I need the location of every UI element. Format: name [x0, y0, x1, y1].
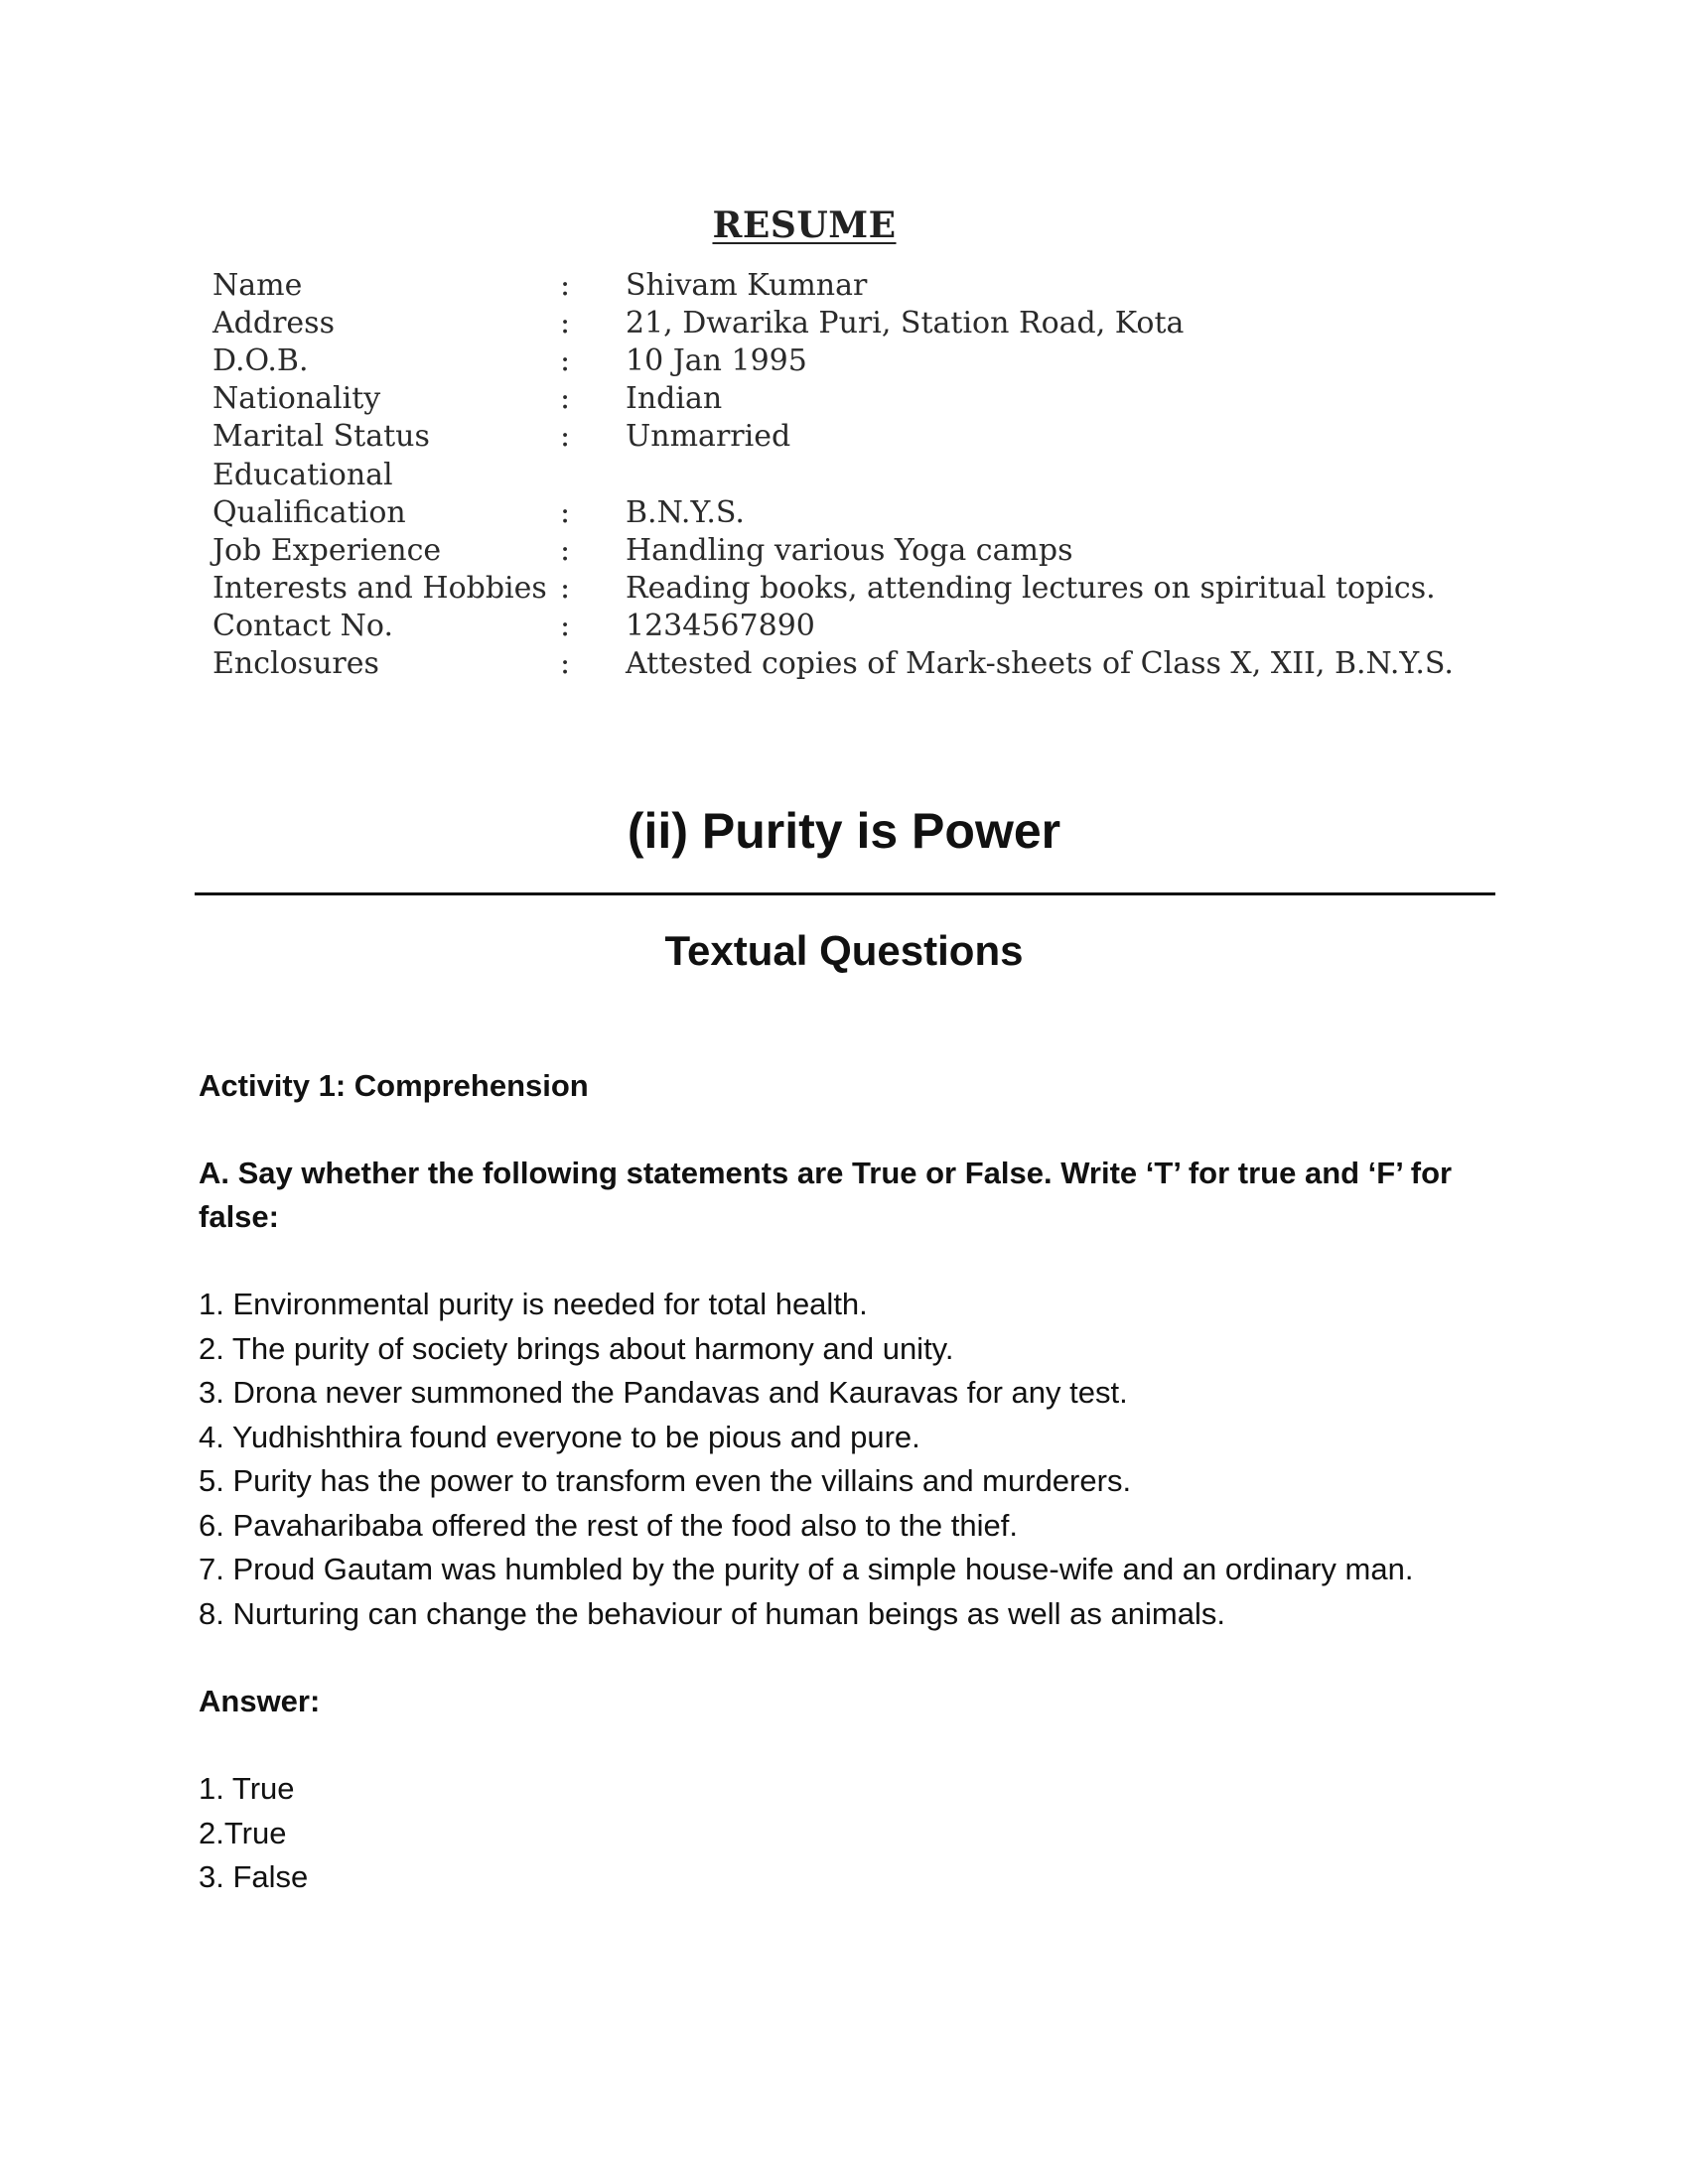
- section-title: (ii) Purity is Power: [627, 803, 1061, 859]
- question-item: 3. Drona never summoned the Pandavas and Kauravas for any test.: [199, 1375, 1128, 1410]
- answer-item: 2.True: [199, 1815, 287, 1850]
- resume-label: Educational: [212, 457, 393, 492]
- resume-colon: :: [560, 532, 571, 568]
- resume-title: RESUME: [712, 205, 897, 246]
- question-item: 2. The purity of society brings about harmony and unity.: [199, 1330, 954, 1366]
- answer-label: Answer:: [199, 1684, 321, 1718]
- resume-value: Handling various Yoga camps: [626, 532, 1073, 568]
- resume-label: Name: [212, 267, 303, 303]
- resume-row-contact: [212, 608, 1420, 645]
- resume-colon: :: [560, 381, 571, 417]
- activity-content: [199, 1064, 1470, 1900]
- resume-colon: :: [560, 571, 571, 607]
- resume-row-enclosures: [212, 645, 1454, 683]
- section-subtitle: Textual Questions: [664, 927, 1024, 974]
- resume-label: Enclosures: [212, 646, 379, 682]
- resume-row-nationality: [212, 380, 1420, 418]
- question-item: 1. Environmental purity is needed for total health.: [199, 1287, 868, 1321]
- resume-value: Attested copies of Mark-sheets of Class X, XII, B.N.Y.S.: [626, 646, 1454, 682]
- activity-instruction: A. Say whether the following statements are True or False. Write ‘T’ for true and ‘F’ for false:: [199, 1156, 1453, 1234]
- question-item: 8. Nurturing can change the behaviour of human beings as well as animals.: [199, 1595, 1225, 1631]
- resume-value: Unmarried: [626, 419, 791, 455]
- resume-value: 1234567890: [626, 609, 815, 644]
- resume-row-marital-status: [212, 418, 1420, 456]
- answer-item: 3. False: [199, 1859, 309, 1894]
- resume-value: Indian: [626, 381, 723, 417]
- question-item: 5. Purity has the power to transform even the villains and murderers.: [199, 1463, 1132, 1498]
- resume-colon: :: [560, 419, 571, 455]
- question-item: 6. Pavaharibaba offered the rest of the food also to the thief.: [199, 1507, 1018, 1543]
- question-list: [199, 1283, 1470, 1636]
- activity-title: Activity 1: Comprehension: [199, 1068, 589, 1103]
- resume-row-name: [212, 266, 1420, 304]
- section-divider: [195, 892, 1495, 895]
- resume-row-qualification: [212, 493, 1420, 531]
- resume-colon: :: [560, 609, 571, 644]
- resume-value: 21, Dwarika Puri, Station Road, Kota: [626, 305, 1185, 341]
- resume-colon: :: [560, 305, 571, 341]
- resume-colon: :: [560, 342, 571, 378]
- resume-table: [212, 266, 1454, 683]
- question-item: 4. Yudhishthira found everyone to be pious and pure.: [199, 1419, 920, 1454]
- resume-colon: :: [560, 646, 571, 682]
- resume-label: Contact No.: [212, 609, 393, 644]
- resume-colon: :: [560, 267, 571, 303]
- answer-list: [199, 1767, 1470, 1900]
- resume-row-job-experience: [212, 531, 1420, 569]
- resume-row-interests: [212, 570, 1436, 608]
- resume-value: 10 Jan 1995: [626, 342, 807, 378]
- resume-label: Address: [212, 305, 335, 341]
- answer-item: 1. True: [199, 1771, 295, 1806]
- resume-label: Job Experience: [212, 532, 442, 568]
- resume-label: Marital Status: [212, 419, 430, 455]
- question-item: 7. Proud Gautam was humbled by the purity of a simple house-wife and an ordinary man.: [199, 1552, 1414, 1586]
- resume-value: Reading books, attending lectures on spiritual topics.: [626, 571, 1436, 607]
- resume-value: B.N.Y.S.: [626, 494, 745, 530]
- resume-row-address: [212, 304, 1420, 341]
- resume-label: D.O.B.: [212, 342, 309, 378]
- resume-label: Interests and Hobbies: [212, 571, 547, 607]
- resume-row-dob: [212, 341, 1420, 379]
- resume-label: Qualification: [212, 494, 406, 530]
- resume-colon: :: [560, 494, 571, 530]
- resume-value: Shivam Kumnar: [626, 267, 868, 303]
- resume-label: Nationality: [212, 381, 381, 417]
- resume-row-educational: [212, 456, 1420, 493]
